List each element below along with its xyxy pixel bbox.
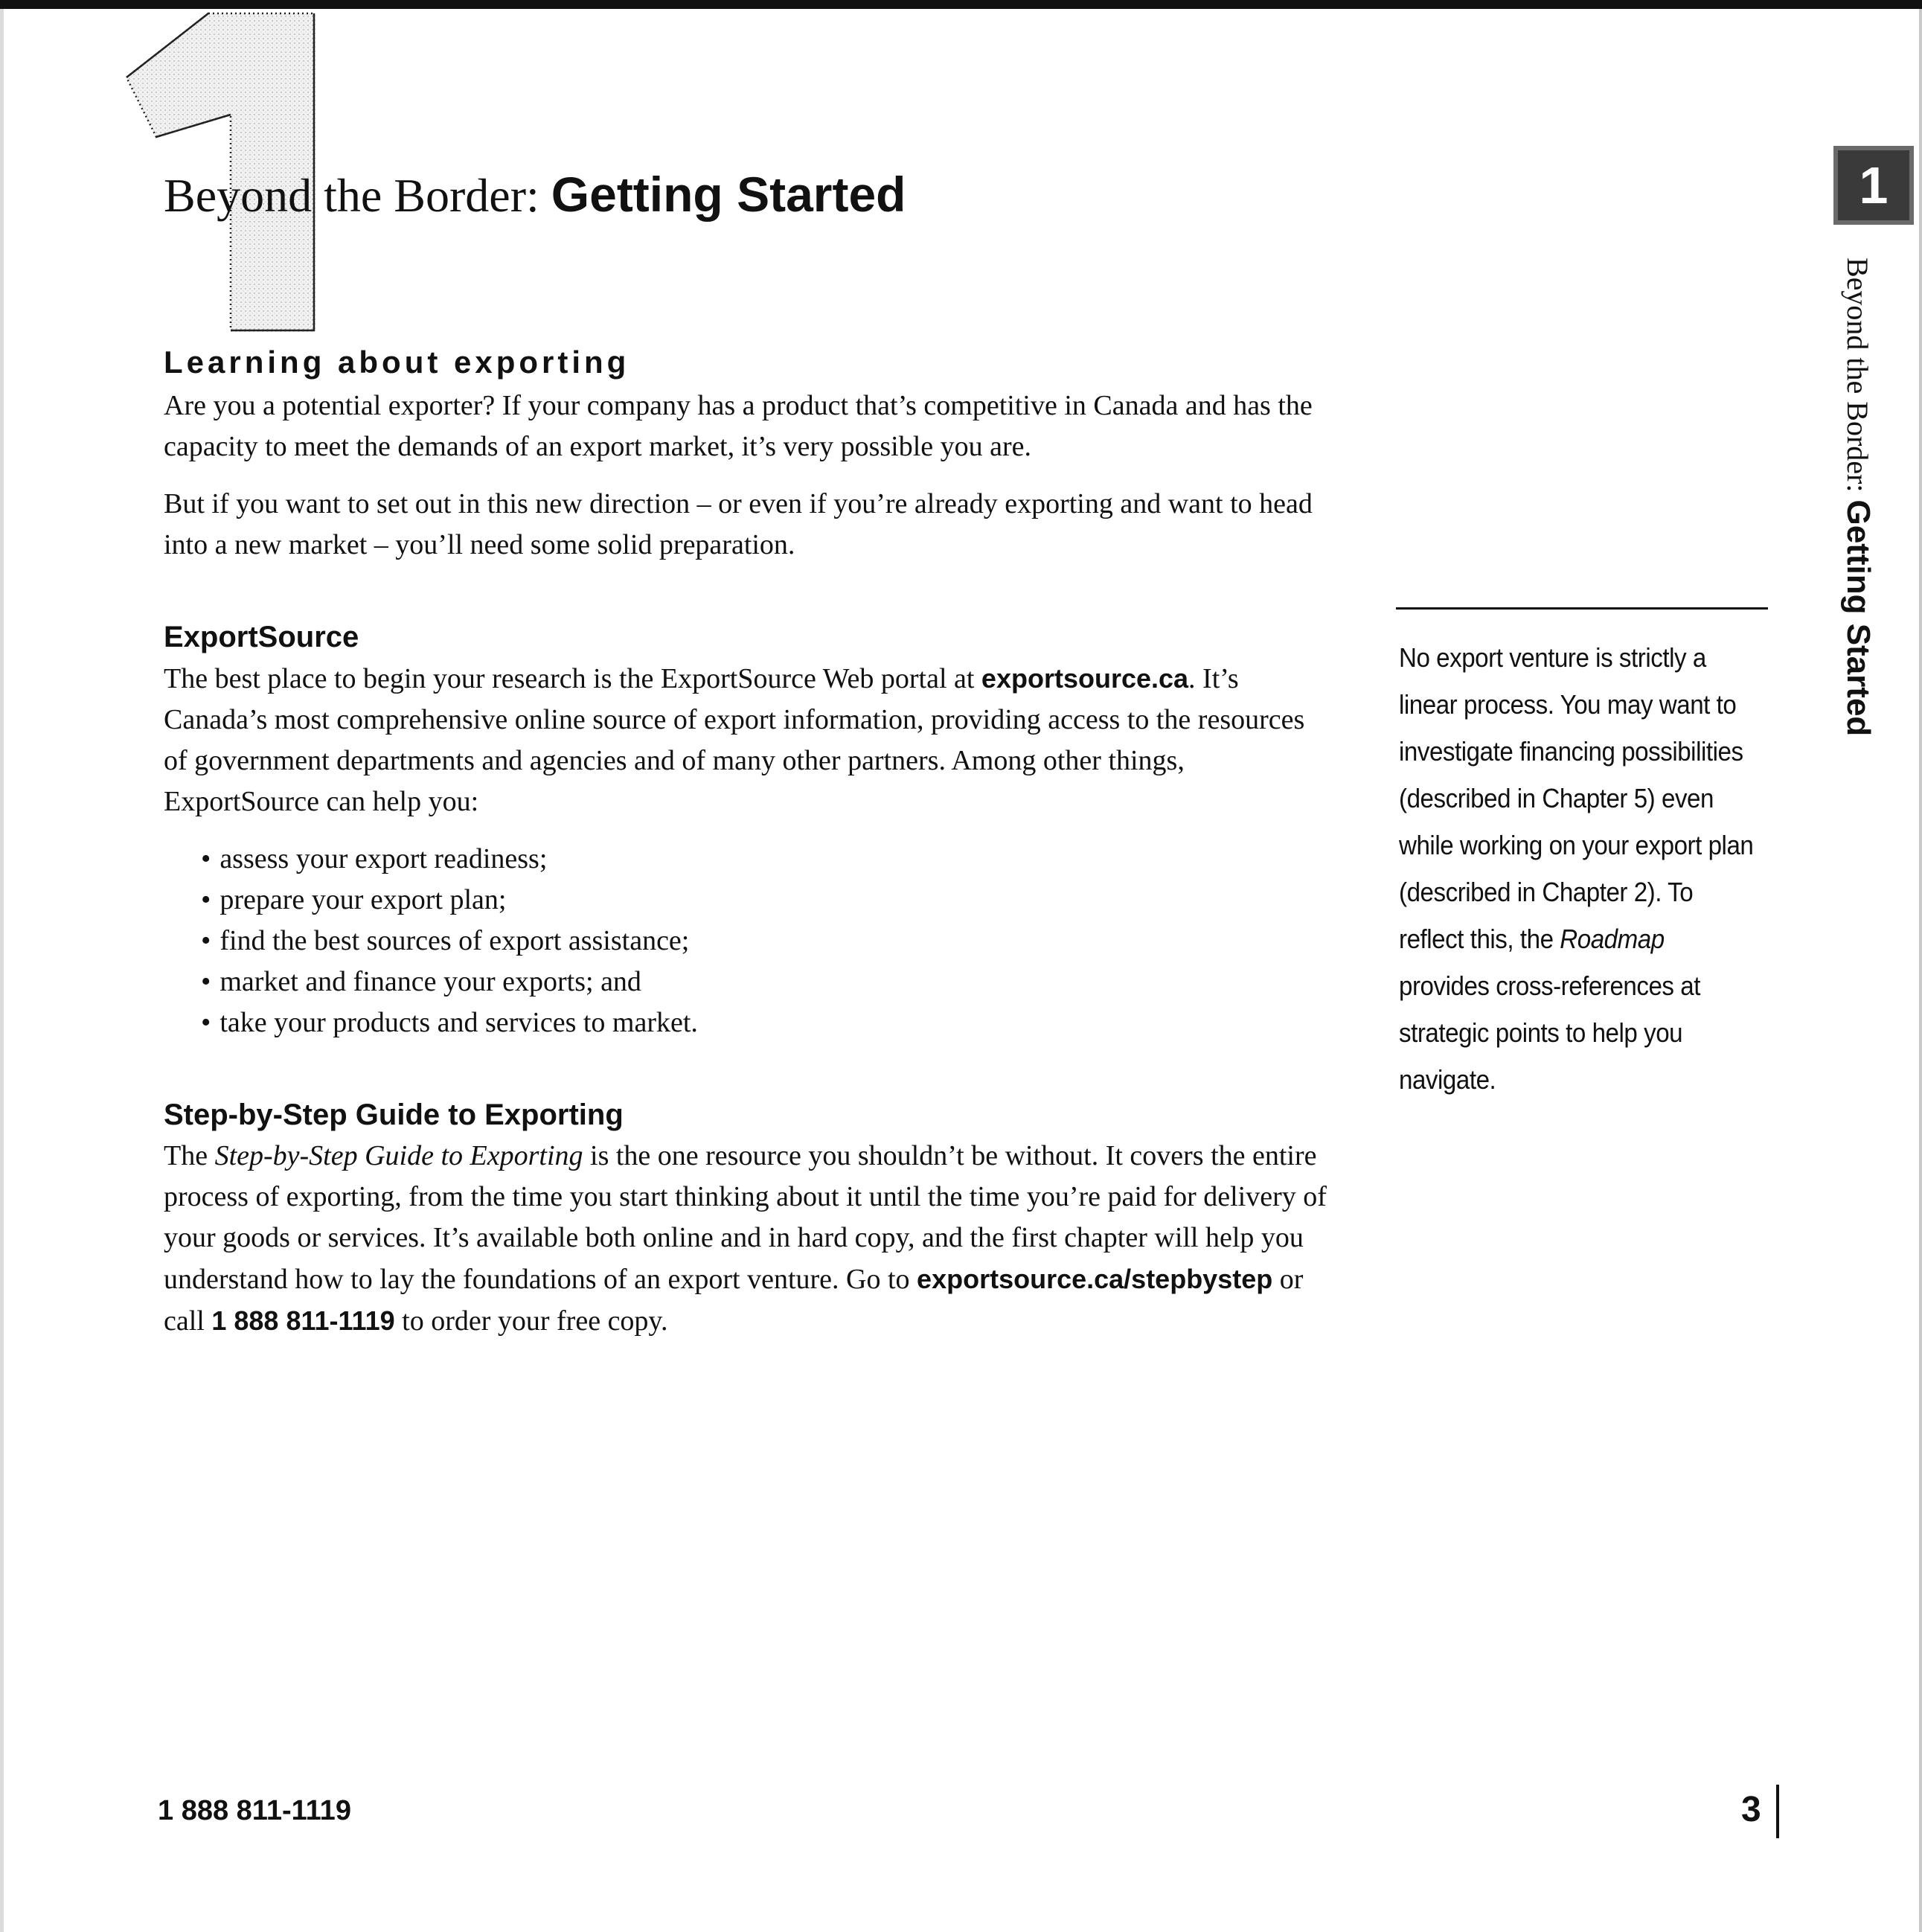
list-item: • assess your export readiness; [201, 839, 1332, 880]
stepbystep-link[interactable]: exportsource.ca/stepbystep [917, 1264, 1273, 1295]
guide-text-2: is the one resource you shouldn’t be without. It covers the entire process of exporting, from the time you start thinking about it until the time you’re paid for delivery of your goods or services. It’s available both online and in hard copy, and the first chapter will help you understand how to lay the foundations of an export venture. Go to [164, 1140, 1327, 1296]
sidebar-note [1399, 634, 1755, 1103]
list-item: • prepare your export plan; [201, 880, 1332, 921]
sidebar-rule [1396, 607, 1768, 610]
list-item: • market and finance your exports; and [201, 962, 1332, 1002]
left-scan-edge [0, 9, 4, 1932]
chapter-title-main: Getting Started [551, 167, 906, 222]
exportsource-link[interactable]: exportsource.ca [981, 663, 1189, 694]
guide-phone-number: 1 888 811-1119 [211, 1305, 395, 1337]
exportsource-text-1: The best place to begin your research is the ExportSource Web portal at [164, 663, 981, 695]
list-item: • take your products and services to market. [201, 1002, 1332, 1043]
guide-title-italic: Step-by-Step Guide to Exporting [214, 1140, 583, 1172]
guide-text-1: The [164, 1140, 215, 1172]
sidebar-text-2: provides cross-references at strategic points to help you navigate. [1399, 970, 1700, 1095]
heading-exportsource: ExportSource [164, 621, 359, 654]
paragraph-step-by-step-guide [164, 1136, 1332, 1342]
chapter-title-prefix: Beyond the Border: [164, 169, 551, 222]
right-scan-edge [1919, 9, 1922, 1932]
main-content [164, 345, 1332, 1342]
exportsource-benefits-list [164, 839, 1332, 1043]
guide-text-4: to order your free copy. [394, 1305, 668, 1337]
chapter-title [164, 167, 906, 222]
heading-step-by-step-guide: Step-by-Step Guide to Exporting [164, 1098, 624, 1132]
tab-label-main: Getting Started [1840, 499, 1877, 737]
paragraph-exportsource [164, 658, 1332, 822]
sidebar-text-1: No export venture is strictly a linear process. You may want to investigate financing possibilities (described in Chapter 5) even while working on your export plan (described in Chapter 2). To reflect this, the [1399, 642, 1754, 954]
tab-label-prefix: Beyond the Border: [1841, 258, 1874, 500]
list-item: • find the best sources of export assistance; [201, 921, 1332, 962]
sidebar-roadmap-italic: Roadmap [1560, 924, 1665, 954]
chapter-tab-number: 1 [1833, 146, 1914, 225]
chapter-tab-label [1839, 258, 1877, 736]
page-number-bar [1776, 1785, 1779, 1838]
guide-text-3: or call [164, 1264, 1304, 1337]
paragraph-potential-exporter: Are you a potential exporter? If your company has a product that’s competitive in Canada and has the capacity to meet the demands of an export market, it’s very possible you are. [164, 390, 1313, 463]
paragraph-preparation: But if you want to set out in this new direction – or even if you’re already exporting and want to head into a new market – you’ll need some solid preparation. [164, 488, 1313, 561]
page-number: 3 [1741, 1790, 1761, 1829]
footer-phone: 1 888 811-1119 [158, 1795, 351, 1826]
exportsource-text-2: . It’s Canada’s most comprehensive online source of export information, providing access to the resources of government departments and agencies and of many other partners. Among other things, ExportSource can help you: [164, 663, 1305, 818]
top-border-rule [0, 0, 1922, 9]
heading-learning-about-exporting: Learning about exporting [164, 345, 630, 380]
